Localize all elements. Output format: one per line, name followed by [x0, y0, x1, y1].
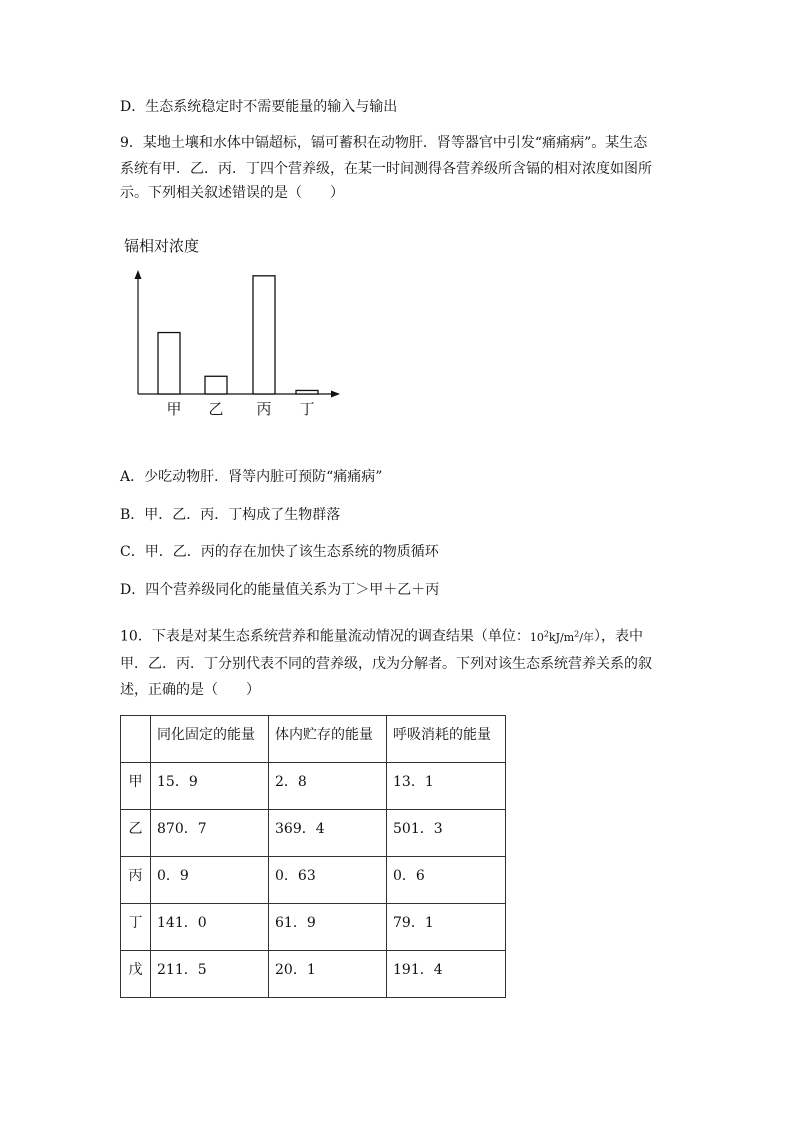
table-cell: 870．7	[151, 810, 269, 857]
table-cell: 369．4	[269, 810, 387, 857]
q9-stem-line-3: 示。下列相关叙述错误的是（ ）	[120, 185, 344, 201]
q9-option-b: B．甲．乙．丙．丁构成了生物群落	[120, 507, 341, 523]
row-label-cell: 戊	[121, 951, 151, 998]
q10-stem-post: ），表中	[593, 628, 643, 645]
q10-stem-line-2: 甲．乙．丙．丁分别代表不同的营养级，戊为分解者。下列对该生态系统营养关系的叙	[120, 656, 652, 672]
q10-stem-line-3: 述，正确的是（ ）	[120, 682, 260, 698]
q9-option-c: C．甲．乙．丙的存在加快了该生态系统的物质循环	[120, 544, 439, 560]
table-cell: 0．9	[151, 857, 269, 904]
table-cell: 191．4	[387, 951, 506, 998]
bar-1	[205, 376, 227, 394]
q10-stem-pre: 10．下表是对某生态系统营养和能量流动情况的调查结果（单位：	[120, 628, 530, 645]
table-cell: 15．9	[151, 763, 269, 810]
energy-table	[120, 715, 506, 998]
table-cell: 2．8	[269, 763, 387, 810]
x-tick-label-2: 丙	[256, 400, 272, 418]
q9-option-a: A．少吃动物肝．肾等内脏可预防“痛痛病”	[120, 469, 383, 485]
table-cell: 211．5	[151, 951, 269, 998]
table-header-cell: 呼吸消耗的能量	[387, 716, 506, 763]
table-row	[121, 810, 506, 857]
q9-stem-line-2: 系统有甲．乙．丙．丁四个营养级，在某一时间测得各营养级所含镉的相对浓度如图所	[120, 161, 652, 177]
table-cell: 79．1	[387, 904, 506, 951]
cadmium-bar-chart	[118, 232, 358, 422]
table-header-cell: 体内贮存的能量	[269, 716, 387, 763]
table-cell: 0．6	[387, 857, 506, 904]
y-axis-arrow	[135, 270, 142, 279]
q10-unit	[530, 631, 594, 644]
unit-base: 10	[529, 630, 544, 644]
x-tick-label-1: 乙	[208, 400, 224, 418]
bar-3	[296, 390, 318, 394]
table-cell: 20．1	[269, 951, 387, 998]
table-row	[121, 857, 506, 904]
row-label-cell: 丙	[121, 857, 151, 904]
unit-area-exponent: 2	[574, 629, 580, 638]
row-label-cell: 乙	[121, 810, 151, 857]
bar-2	[253, 276, 275, 394]
table-header-cell: 同化固定的能量	[151, 716, 269, 763]
q9-option-d: D．四个营养级同化的能量值关系为丁＞甲＋乙＋丙	[120, 582, 440, 598]
row-label-cell: 甲	[121, 763, 151, 810]
unit-area: kJ/m	[548, 630, 575, 644]
table-cell: 61．9	[269, 904, 387, 951]
q8-option-d: D．生态系统稳定时不需要能量的输入与输出	[120, 99, 398, 115]
table-row	[121, 763, 506, 810]
chart-y-label: 镉相对浓度	[124, 237, 200, 255]
table-cell: 141．0	[151, 904, 269, 951]
table-cell: 501．3	[387, 810, 506, 857]
table-cell: 13．1	[387, 763, 506, 810]
bar-0	[158, 333, 180, 394]
q9-stem-line-1: 9．某地土壤和水体中镉超标，镉可蓄积在动物肝．肾等器官中引发“痛痛病”。某生态	[120, 135, 648, 151]
table-row	[121, 904, 506, 951]
q10-stem-line-1	[120, 624, 643, 648]
table-header-row	[121, 716, 506, 763]
x-tick-label-3: 丁	[299, 400, 315, 418]
unit-exponent: 2	[543, 629, 549, 638]
x-axis-arrow	[331, 391, 340, 398]
table-row	[121, 951, 506, 998]
table-cell: 0．63	[269, 857, 387, 904]
unit-year: /年	[579, 630, 594, 644]
x-tick-label-0: 甲	[166, 400, 182, 418]
row-label-cell: 丁	[121, 904, 151, 951]
table-header-cell	[121, 716, 151, 763]
